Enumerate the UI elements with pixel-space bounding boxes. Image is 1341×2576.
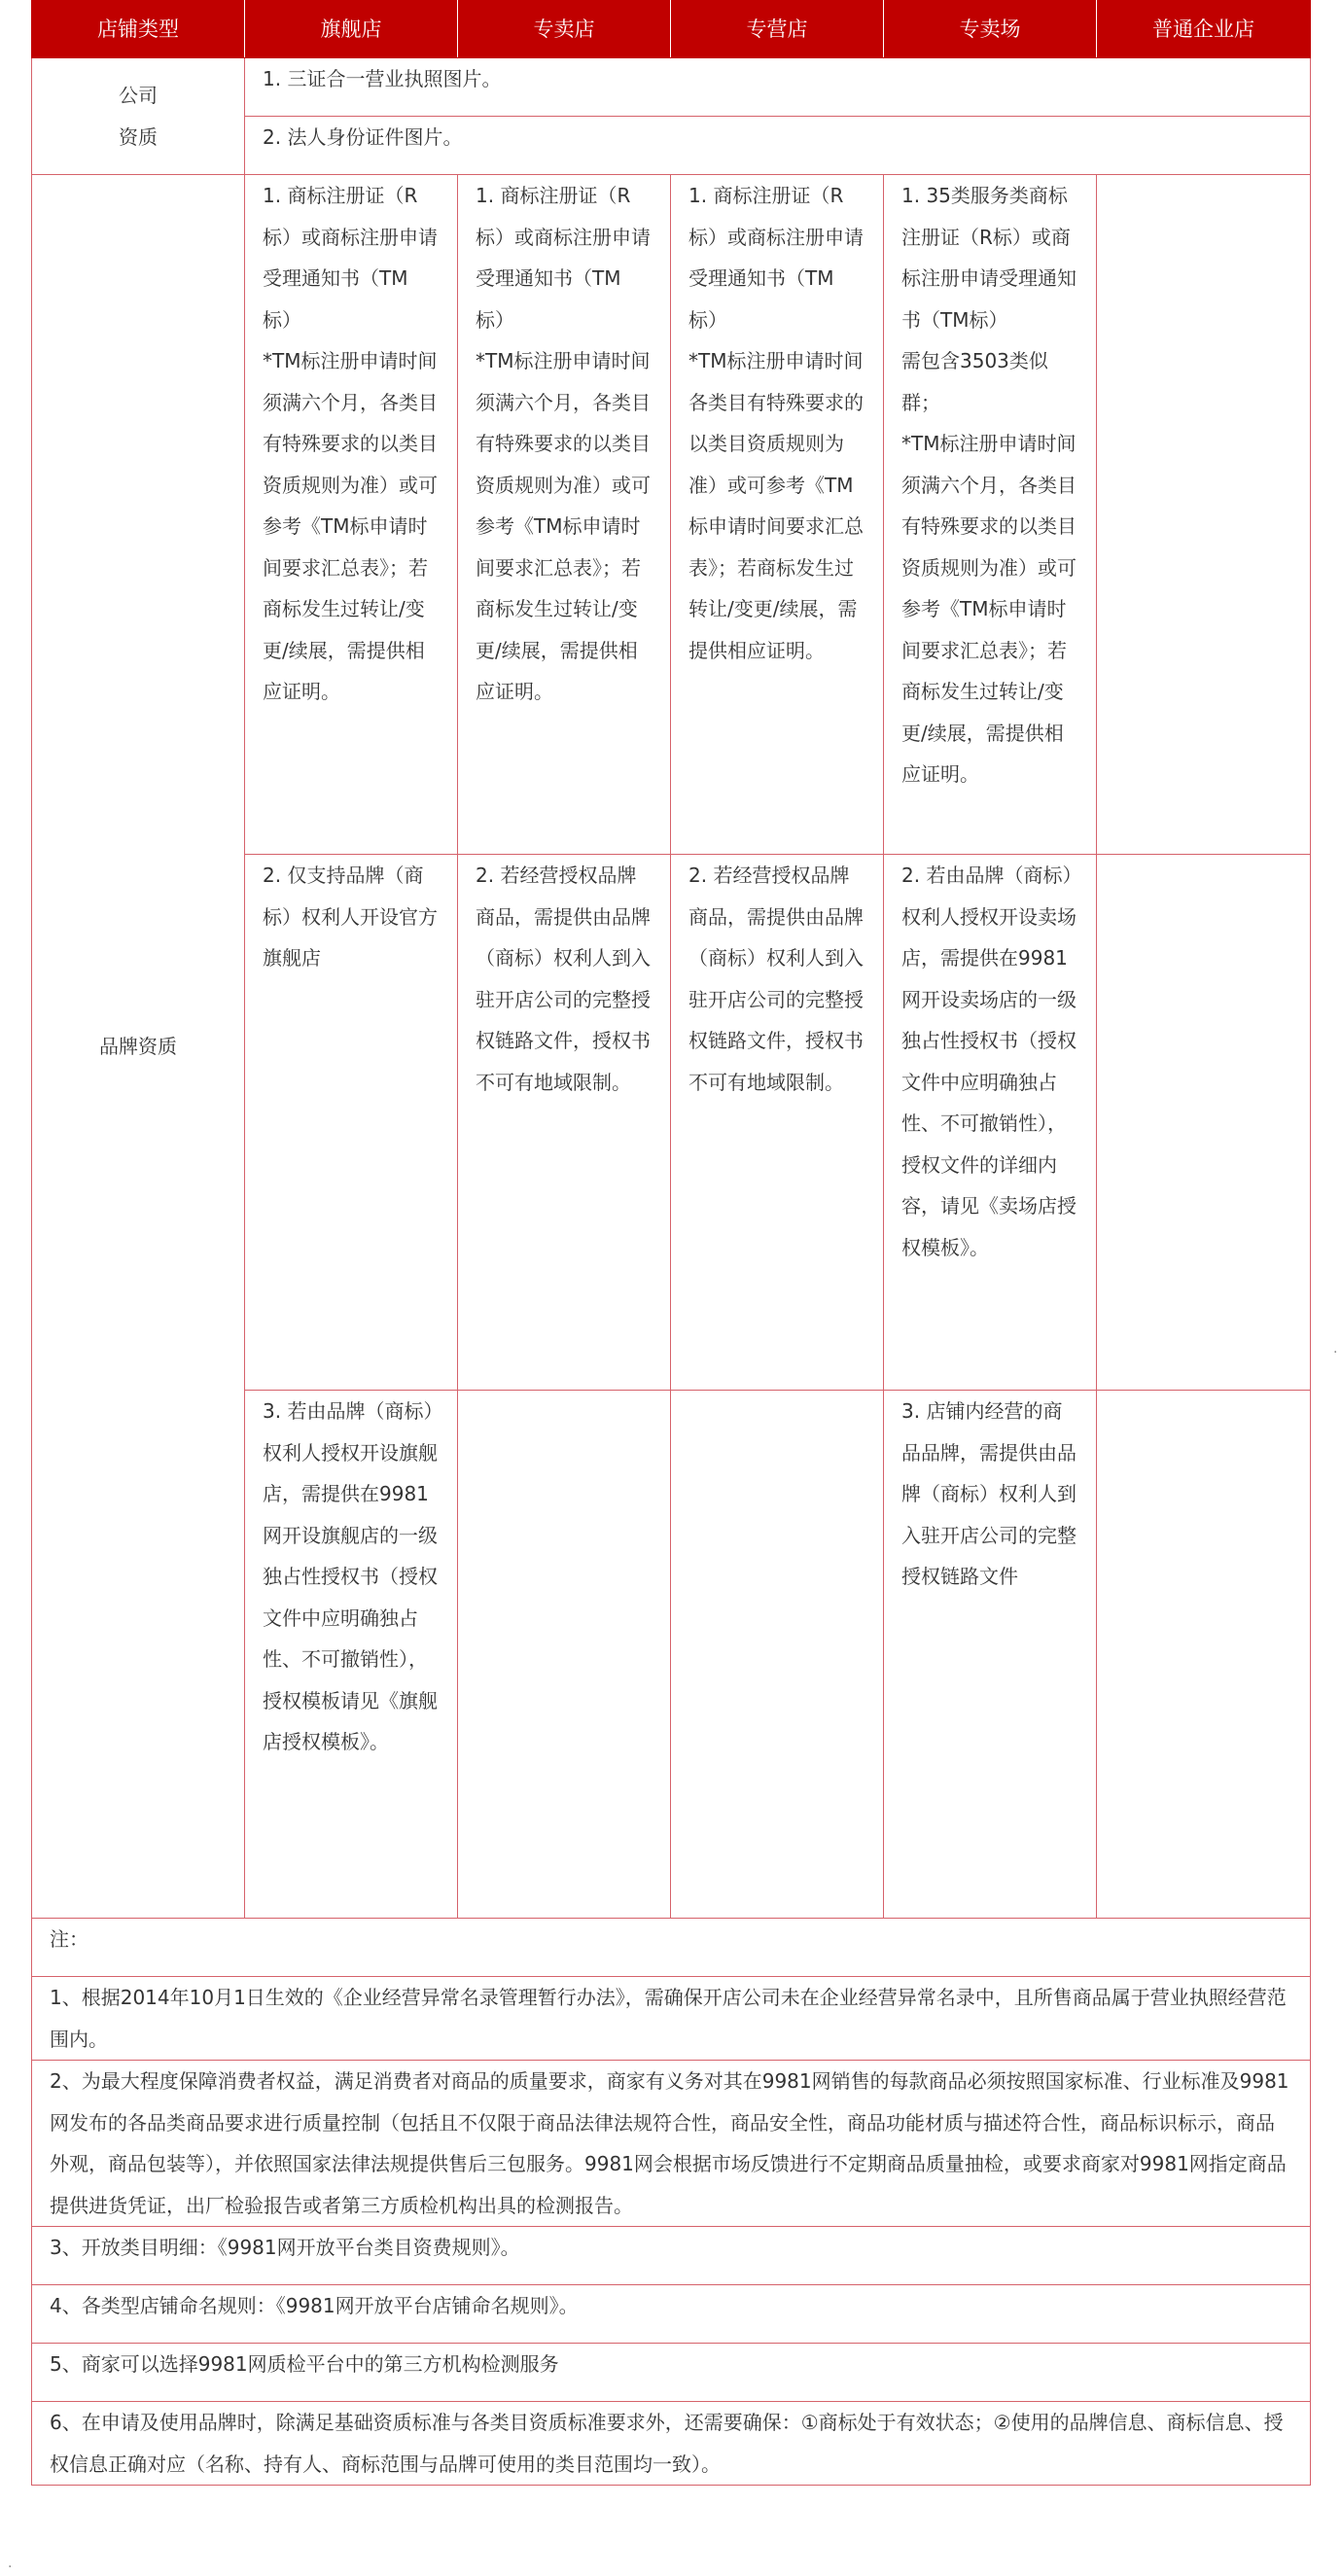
header-enterprise: 普通企业店 [1097, 1, 1311, 58]
edge-mark-left: · [8, 2559, 13, 2575]
company-row-1 [32, 58, 1311, 117]
company-label-line2: 资质 [119, 124, 158, 149]
notes-title-row [32, 1919, 1311, 1977]
brand-r2-specialty: 2. 若经营授权品牌商品，需提供由品牌（商标）权利人到入驻开店公司的完整授权链路文件，授权书不可有地域限制。 [458, 855, 671, 1391]
brand-r2-franchise: 2. 若经营授权品牌商品，需提供由品牌（商标）权利人到入驻开店公司的完整授权链路文件，授权书不可有地域限制。 [671, 855, 884, 1391]
company-item-license: 1. 三证合一营业执照图片。 [245, 58, 1311, 117]
header-row [32, 1, 1311, 58]
brand-r3-franchise [671, 1391, 884, 1919]
brand-r2-market: 2. 若由品牌（商标）权利人授权开设卖场店，需提供在9981网开设卖场店的一级独占性授权书（授权文件中应明确独占性、不可撤销性），授权文件的详细内容，请见《卖场店授权模板》。 [884, 855, 1097, 1391]
brand-r3-enterprise [1097, 1391, 1311, 1919]
header-flagship: 旗舰店 [245, 1, 458, 58]
brand-r1-specialty: 1. 商标注册证（R标）或商标注册申请受理通知书（TM标） *TM标注册申请时间须满六个月，各类目有特殊要求的以类目资质规则为准）或可参考《TM标申请时间要求汇总表》；若商标发生过转让/变更/续展，需提供相应证明。 [458, 175, 671, 855]
brand-r2-flagship: 2. 仅支持品牌（商标）权利人开设官方旗舰店 [245, 855, 458, 1391]
header-store-type: 店铺类型 [32, 1, 245, 58]
note-row-5 [32, 2344, 1311, 2402]
note-4: 4、各类型店铺命名规则：《9981网开放平台店铺命名规则》。 [32, 2285, 1311, 2344]
note-row-3 [32, 2227, 1311, 2285]
note-3: 3、开放类目明细：《9981网开放平台类目资费规则》。 [32, 2227, 1311, 2285]
note-2: 2、为最大程度保障消费者权益，满足消费者对商品的质量要求，商家有义务对其在9981网销售的每款商品必须按照国家标准、行业标准及9981网发布的各品类商品要求进行质量控制（包括且不仅限于商品法律法规符合性，商品安全性，商品功能材质与描述符合性，商品标识标示，商品外观，商品包装等），并依照国家法律法规提供售后三包服务。9981网会根据市场反馈进行不定期商品质量抽检，或要求商家对9981网指定商品提供进货凭证，出厂检验报告或者第三方质检机构出具的检测报告。 [32, 2061, 1311, 2227]
edge-mark-right: · [1333, 1345, 1338, 1360]
brand-r1-franchise: 1. 商标注册证（R标）或商标注册申请受理通知书（TM标） *TM标注册申请时间各类目有特殊要求的以类目资质规则为准）或可参考《TM标申请时间要求汇总表》；若商标发生过转让/变更/续展，需提供相应证明。 [671, 175, 884, 855]
brand-r3-flagship: 3. 若由品牌（商标）权利人授权开设旗舰店，需提供在9981网开设旗舰店的一级独占性授权书（授权文件中应明确独占性、不可撤销性），授权模板请见《旗舰店授权模板》。 [245, 1391, 458, 1919]
brand-r1-enterprise [1097, 175, 1311, 855]
brand-r1-market: 1. 35类服务类商标注册证（R标）或商标注册申请受理通知书（TM标） 需包含3503类似群； *TM标注册申请时间须满六个月，各类目有特殊要求的以类目资质规则为准）或可参考《TM标申请时间要求汇总表》；若商标发生过转让/变更/续展，需提供相应证明。 [884, 175, 1097, 855]
note-row-6 [32, 2402, 1311, 2486]
brand-r3-specialty [458, 1391, 671, 1919]
company-label-cell [32, 58, 245, 175]
header-market: 专卖场 [884, 1, 1097, 58]
brand-r1-flagship: 1. 商标注册证（R标）或商标注册申请受理通知书（TM标） *TM标注册申请时间须满六个月，各类目有特殊要求的以类目资质规则为准）或可参考《TM标申请时间要求汇总表》；若商标发生过转让/变更/续展，需提供相应证明。 [245, 175, 458, 855]
brand-label-cell: 品牌资质 [32, 175, 245, 1919]
note-row-1 [32, 1977, 1311, 2061]
note-5: 5、商家可以选择9981网质检平台中的第三方机构检测服务 [32, 2344, 1311, 2402]
note-row-2 [32, 2061, 1311, 2227]
note-row-4 [32, 2285, 1311, 2344]
brand-r3-market: 3. 店铺内经营的商品品牌，需提供由品牌（商标）权利人到入驻开店公司的完整授权链路文件 [884, 1391, 1097, 1919]
note-6: 6、在申请及使用品牌时，除满足基础资质标准与各类目资质标准要求外，还需要确保：①商标处于有效状态；②使用的品牌信息、商标信息、授权信息正确对应（名称、持有人、商标范围与品牌可使用的类目范围均一致）。 [32, 2402, 1311, 2486]
company-label-line1: 公司 [119, 84, 158, 107]
brand-row-1 [32, 175, 1311, 855]
store-requirements-table [31, 0, 1311, 2486]
header-franchise: 专营店 [671, 1, 884, 58]
header-specialty: 专卖店 [458, 1, 671, 58]
notes-title: 注： [32, 1919, 1311, 1977]
note-1: 1、根据2014年10月1日生效的《企业经营异常名录管理暂行办法》，需确保开店公司未在企业经营异常名录中，且所售商品属于营业执照经营范围内。 [32, 1977, 1311, 2061]
company-item-id: 2. 法人身份证件图片。 [245, 117, 1311, 175]
brand-r2-enterprise [1097, 855, 1311, 1391]
